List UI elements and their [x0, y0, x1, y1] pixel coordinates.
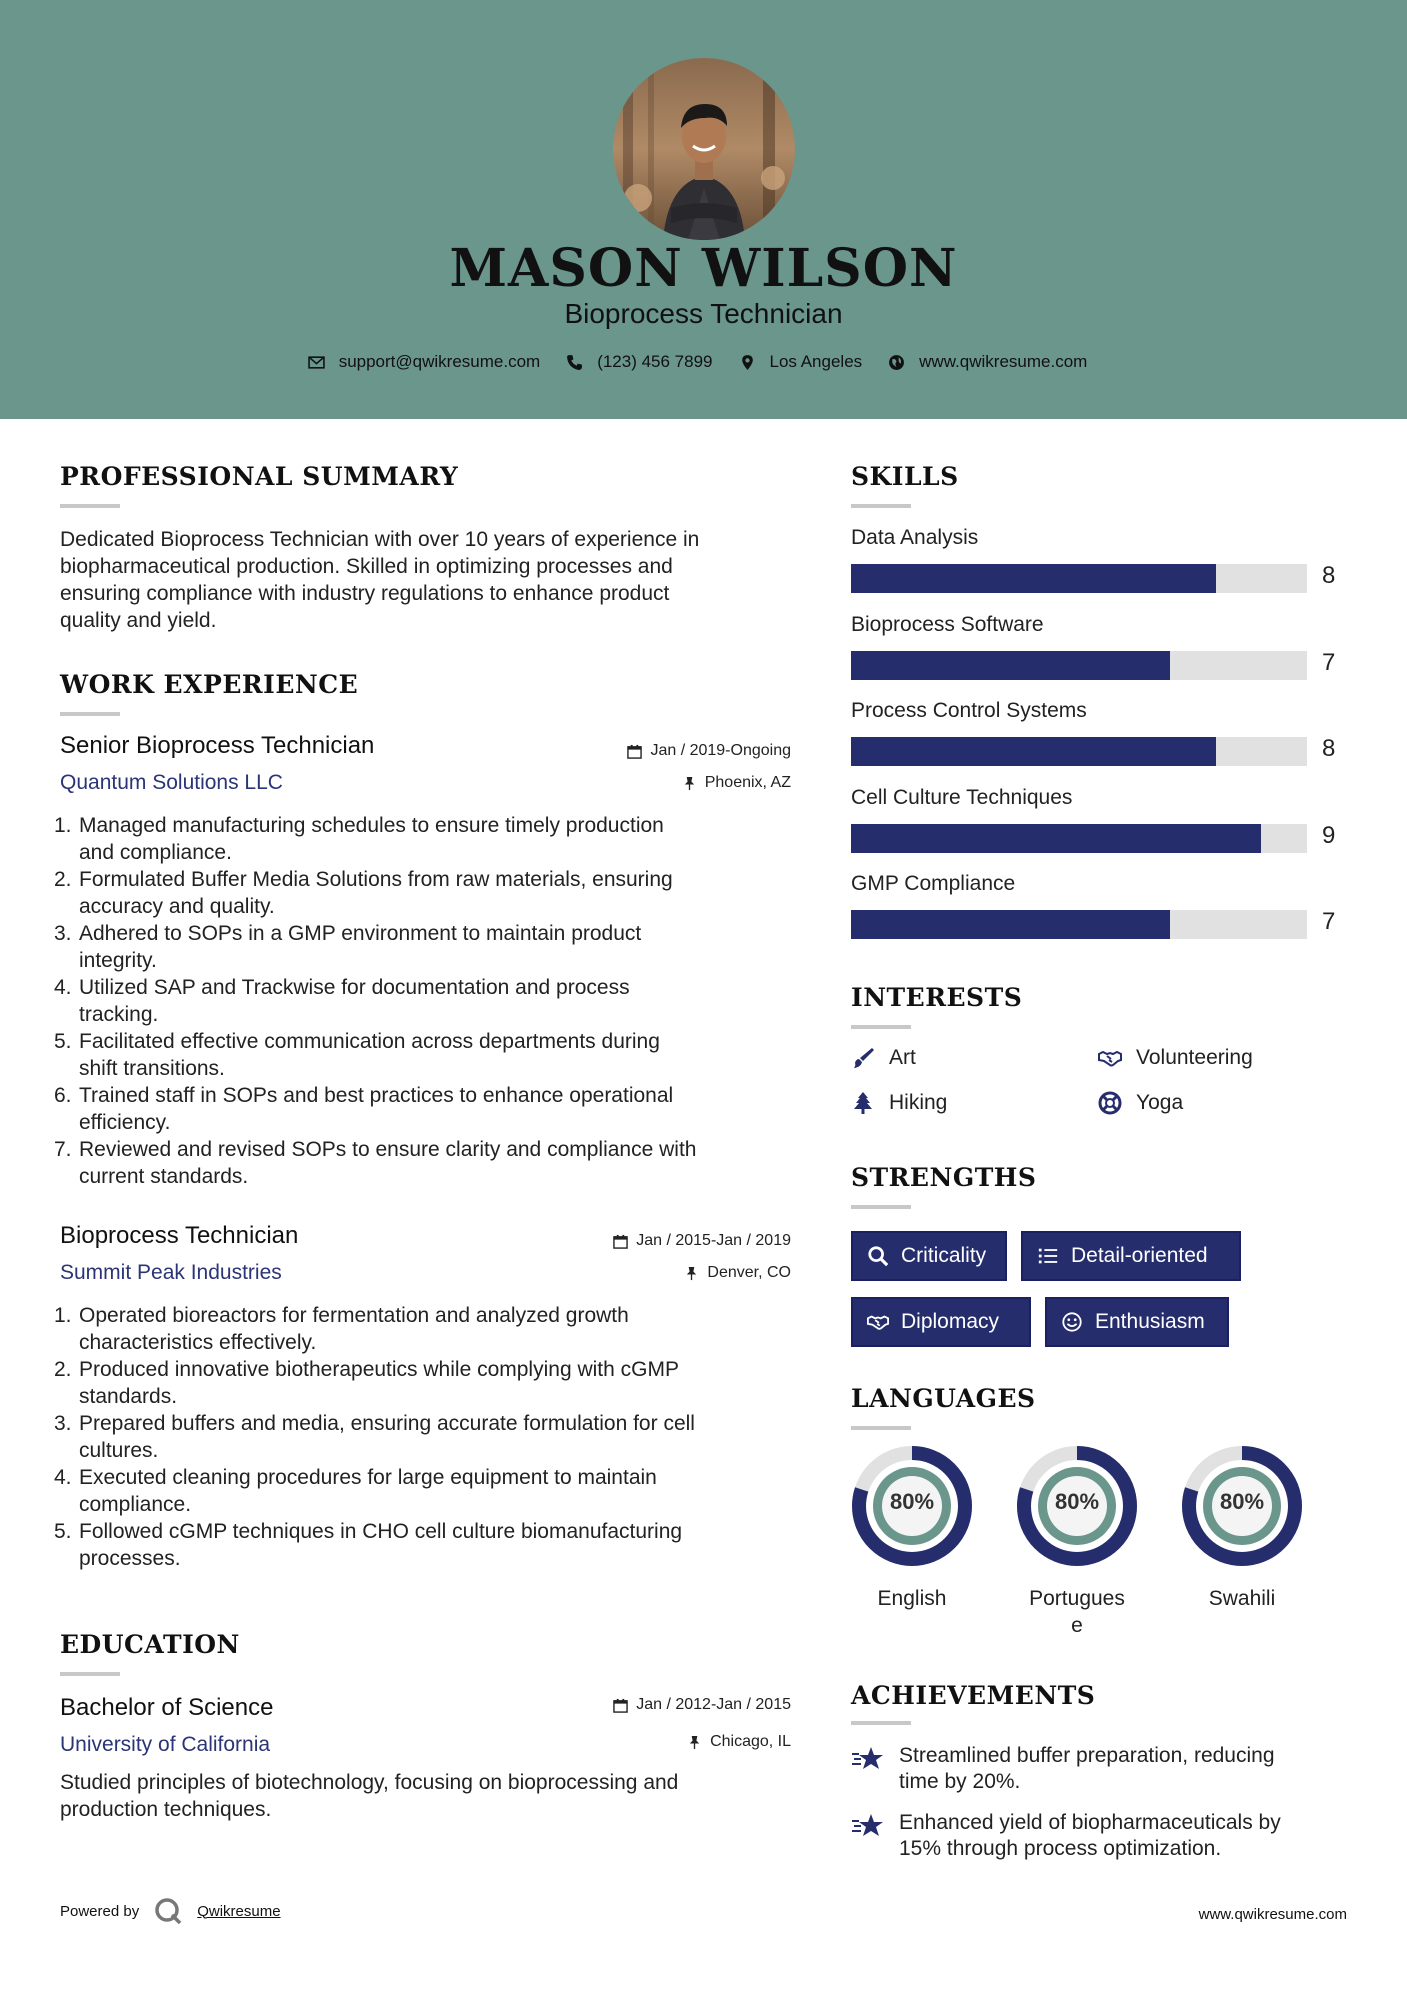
achievement-item — [851, 1810, 1351, 1862]
summary-underline — [60, 504, 120, 508]
education-date — [500, 1696, 791, 1714]
contact-location — [739, 352, 863, 372]
strength-tag-criticality — [851, 1231, 1007, 1281]
smile-icon — [1061, 1311, 1083, 1333]
skill-label: Process Control Systems — [851, 699, 1087, 722]
skill-value: 9 — [1322, 821, 1336, 849]
calendar-icon — [613, 1698, 628, 1713]
skill-bar-fill — [851, 824, 1261, 853]
job-date-text: Jan / 2015-Jan / 2019 — [636, 1232, 791, 1249]
skill-bar-fill — [851, 737, 1216, 766]
job-date — [500, 1232, 791, 1250]
language-item — [1016, 1445, 1138, 1637]
pushpin-icon — [687, 1735, 702, 1750]
skill-bar-track — [851, 737, 1307, 766]
skill-bar-track — [851, 910, 1307, 939]
star-icon — [851, 1745, 885, 1773]
education-underline — [60, 1672, 120, 1676]
list-item: 4. Utilized SAP and Trackwise for documentation and process tracking. — [54, 976, 630, 1026]
summary-text — [60, 526, 699, 634]
list-item: 5. Followed cGMP techniques in CHO cell culture biomanufacturing processes. — [54, 1520, 683, 1570]
contact-bar — [0, 352, 1407, 372]
job-bullets — [54, 812, 800, 1190]
email-text: support@qwikresume.com — [338, 352, 541, 371]
job-company[interactable]: Summit Peak Industries — [60, 1261, 282, 1284]
job-location-text: Phoenix, AZ — [704, 774, 791, 791]
interest-label: Hiking — [889, 1091, 948, 1114]
languages-heading: LANGUAGES — [851, 1384, 1036, 1413]
achievement-item — [851, 1743, 1351, 1795]
list-item: 6. Trained staff in SOPs and best practices to enhance operational efficiency. — [54, 1084, 674, 1134]
job-location — [500, 1264, 791, 1282]
skill-label: Bioprocess Software — [851, 612, 1044, 636]
powered-by-text: Powered by — [60, 1902, 140, 1920]
strength-label: Criticality — [901, 1244, 987, 1267]
lifebuoy-icon — [1098, 1091, 1122, 1115]
pushpin-icon — [684, 1266, 699, 1281]
phone-icon — [566, 354, 583, 371]
pushpin-icon — [682, 776, 697, 791]
job-date — [500, 742, 791, 760]
map-pin-icon — [739, 354, 756, 371]
job-location-text: Denver, CO — [707, 1264, 791, 1281]
strength-tag-diplomacy — [851, 1297, 1031, 1347]
list-icon — [1037, 1245, 1059, 1267]
summary-line: ensuring compliance with industry regulations to enhance product — [60, 582, 670, 605]
job-company[interactable]: Quantum Solutions LLC — [60, 771, 283, 794]
interest-yoga — [1098, 1091, 1183, 1115]
language-ring — [851, 1445, 973, 1567]
interest-label: Art — [889, 1046, 916, 1069]
interest-label: Yoga — [1136, 1091, 1184, 1114]
strength-tag-enthusiasm — [1045, 1297, 1229, 1347]
contact-phone[interactable] — [566, 352, 712, 372]
skill-value: 8 — [1322, 735, 1336, 762]
language-name: Portugues e — [1029, 1587, 1125, 1637]
strength-label: Diplomacy — [901, 1310, 1000, 1333]
strength-tag-detail-oriented — [1021, 1231, 1241, 1281]
list-item: 7. Reviewed and revised SOPs to ensure clarity and compliance with current standards. — [54, 1138, 697, 1188]
calendar-icon — [627, 744, 642, 759]
skill-bar-track — [851, 651, 1307, 680]
education-location — [500, 1733, 791, 1751]
qwikresume-logo-icon — [153, 1896, 183, 1926]
language-item — [1181, 1445, 1303, 1610]
language-name: Swahili — [1208, 1587, 1276, 1610]
achievements-underline — [851, 1721, 911, 1725]
language-ring — [1016, 1445, 1138, 1567]
skill-label: Data Analysis — [851, 526, 979, 549]
interest-volunteering — [1098, 1046, 1253, 1070]
interest-hiking — [851, 1091, 947, 1115]
skill-bar-track — [851, 564, 1307, 593]
strengths-heading: STRENGTHS — [851, 1163, 1037, 1192]
list-item: 1. Operated bioreactors for fermentation and analyzed growth characteristics effectively. — [54, 1304, 629, 1354]
achievement-text: Enhanced yield of biopharmaceuticals by 15% through process optimization. — [899, 1811, 1281, 1860]
skill-bar-fill — [851, 910, 1170, 939]
website-text: www.qwikresume.com — [919, 352, 1088, 371]
contact-email[interactable] — [308, 352, 541, 372]
language-percent: 80% — [889, 1489, 935, 1514]
job-title: Bioprocess Technician — [60, 1222, 299, 1249]
footer-powered-by — [60, 1896, 281, 1926]
skill-value: 7 — [1322, 908, 1336, 935]
list-item: 2. Formulated Buffer Media Solutions from raw materials, ensuring accuracy and quality. — [54, 868, 673, 918]
footer-website[interactable]: www.qwikresume.com — [1198, 1906, 1347, 1923]
calendar-icon — [613, 1234, 628, 1249]
profile-photo — [613, 58, 795, 240]
envelope-icon — [308, 354, 325, 371]
strengths-underline — [851, 1205, 911, 1209]
interest-art — [851, 1046, 916, 1070]
skill-label: Cell Culture Techniques — [851, 785, 1073, 809]
skills-underline — [851, 504, 911, 508]
phone-text: (123) 456 7899 — [597, 352, 713, 371]
language-percent: 80% — [1054, 1489, 1100, 1514]
list-item: 5. Facilitated effective communication across departments during shift transitions. — [54, 1030, 660, 1080]
strength-label: Enthusiasm — [1095, 1310, 1205, 1333]
job-date-text: Jan / 2019-Ongoing — [650, 742, 791, 759]
language-name: English — [877, 1587, 947, 1610]
globe-icon — [888, 354, 905, 371]
interests-heading: INTERESTS — [851, 983, 1023, 1012]
tree-icon — [851, 1091, 875, 1115]
candidate-title: Bioprocess Technician — [564, 298, 843, 329]
skills-heading: SKILLS — [851, 462, 959, 491]
experience-underline — [60, 712, 120, 716]
experience-heading: WORK EXPERIENCE — [60, 670, 359, 699]
achievements-heading: ACHIEVEMENTS — [851, 1681, 1096, 1710]
summary-line: quality and yield. — [60, 609, 217, 632]
education-line: Studied principles of biotechnology, focusing on bioprocessing and — [60, 1771, 679, 1794]
skill-bar-fill — [851, 651, 1170, 680]
qwikresume-link[interactable]: Qwikresume — [197, 1902, 281, 1920]
education-location-text: Chicago, IL — [710, 1733, 791, 1750]
list-item: 3. Prepared buffers and media, ensuring accurate formulation for cell cultures. — [54, 1412, 695, 1462]
summary-heading: PROFESSIONAL SUMMARY — [60, 462, 459, 491]
interests-underline — [851, 1025, 911, 1029]
list-item: 2. Produced innovative biotherapeutics while complying with cGMP standards. — [54, 1358, 679, 1408]
contact-website[interactable] — [888, 352, 1087, 372]
list-item: 4. Executed cleaning procedures for large equipment to maintain compliance. — [54, 1466, 657, 1516]
job-title: Senior Bioprocess Technician — [60, 732, 375, 759]
star-icon — [851, 1812, 885, 1840]
education-description — [60, 1769, 678, 1823]
school-name[interactable]: University of California — [60, 1733, 271, 1756]
skill-bar-fill — [851, 564, 1216, 593]
handshake-icon — [1098, 1046, 1122, 1070]
paintbrush-icon — [851, 1046, 875, 1070]
skill-bar-track — [851, 824, 1307, 853]
list-item: 1. Managed manufacturing schedules to ensure timely production and compliance. — [54, 814, 664, 864]
candidate-name: MASON WILSON — [449, 238, 958, 299]
strength-label: Detail-oriented — [1071, 1244, 1208, 1267]
education-heading: EDUCATION — [60, 1630, 240, 1659]
language-percent: 80% — [1219, 1489, 1265, 1514]
achievement-text: Streamlined buffer preparation, reducing time by 20%. — [899, 1744, 1275, 1793]
skill-value: 8 — [1322, 562, 1336, 589]
interest-label: Volunteering — [1136, 1046, 1253, 1069]
summary-line: Dedicated Bioprocess Technician with over 10 years of experience in — [60, 528, 700, 551]
skill-value: 7 — [1322, 648, 1336, 676]
language-item — [851, 1445, 973, 1610]
degree-title: Bachelor of Science — [60, 1694, 274, 1721]
skill-label: GMP Compliance — [851, 872, 1016, 895]
summary-line: biopharmaceutical production. Skilled in optimizing processes and — [60, 555, 673, 578]
handshake-icon — [867, 1311, 889, 1333]
resume-header — [0, 0, 1407, 419]
job-location — [500, 774, 791, 792]
list-item: 3. Adhered to SOPs in a GMP environment to maintain product integrity. — [54, 922, 642, 972]
language-ring — [1181, 1445, 1303, 1567]
languages-underline — [851, 1426, 911, 1430]
search-icon — [867, 1245, 889, 1267]
education-line: production techniques. — [60, 1798, 272, 1821]
location-text: Los Angeles — [769, 352, 863, 371]
job-bullets — [54, 1302, 800, 1572]
education-date-text: Jan / 2012-Jan / 2015 — [636, 1696, 791, 1713]
